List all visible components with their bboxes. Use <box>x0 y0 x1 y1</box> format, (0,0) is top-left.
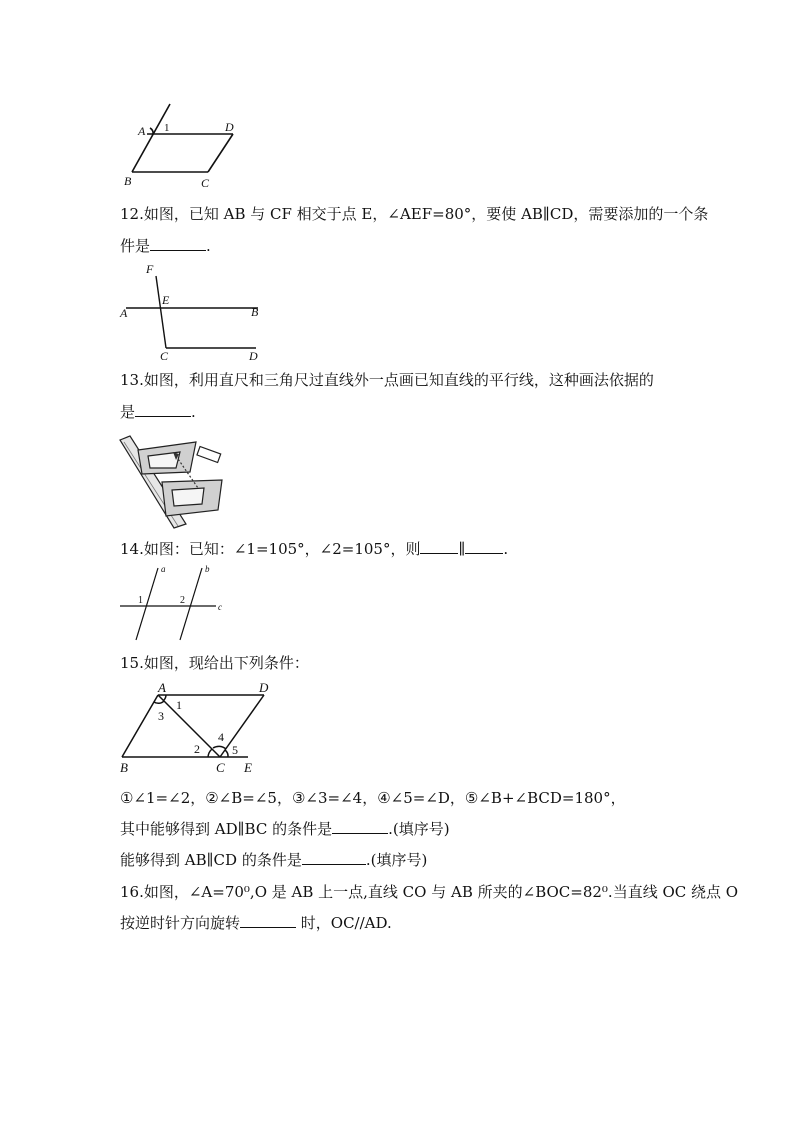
angle-5-arc <box>225 750 228 757</box>
q15-ask-1-pre: 其中能够得到 AD∥BC 的条件是 <box>120 820 333 838</box>
q15-ask-2-pre: 能够得到 AB∥CD 的条件是 <box>120 851 302 869</box>
q16-line-1: 16.如图，∠A=70⁰,O 是 AB 上一点,直线 CO 与 AB 所夹的∠BOC=82⁰.当直线 OC 绕点 O <box>120 883 739 901</box>
point-label-c: C <box>216 760 225 775</box>
line-label-b: b <box>205 564 210 574</box>
q13-answer-blank[interactable] <box>135 402 191 417</box>
point-label-c: C <box>201 176 210 190</box>
q15-intro: 15.如图，现给出下列条件： <box>120 654 309 672</box>
point-label-a: A <box>120 306 128 320</box>
angle-4-arc <box>213 746 226 749</box>
point-label-b: B <box>124 174 132 188</box>
q14-text-post: . <box>503 540 509 558</box>
q16-text-pre: 按逆时针方向旋转 <box>120 914 241 932</box>
q14-line <box>120 539 508 559</box>
point-label-c: C <box>160 349 169 363</box>
q13-line-1: 13.如图，利用直尺和三角尺过直线外一点画已知直线的平行线，这种画法依据的 <box>120 371 654 389</box>
q15-conditions: ①∠1=∠2，②∠B=∠5，③∠3=∠4，④∠5=∠D，⑤∠B+∠BCD=180°， <box>120 789 626 807</box>
q16-answer-blank[interactable] <box>240 913 296 928</box>
angle-3-arc <box>154 701 164 703</box>
q16-text-post: 时，OC//AD. <box>296 914 392 932</box>
angle-label-1: 1 <box>138 595 143 606</box>
angle-label-1: 1 <box>176 698 182 712</box>
q15-answer-blank-2[interactable] <box>302 850 366 865</box>
q15-ask-1 <box>120 819 450 839</box>
angle-label-3: 3 <box>158 709 164 723</box>
angle-label-2: 2 <box>194 742 200 756</box>
angle-1-arc <box>150 128 153 134</box>
point-label-f: F <box>146 262 154 276</box>
figure-q14 <box>118 564 230 644</box>
point-label-d: D <box>259 680 269 695</box>
q14-text-pre: 14.如图：已知：∠1=105°，∠2=105°，则 <box>120 540 421 558</box>
point-label-a: A <box>138 124 146 138</box>
angle-1-arc <box>163 695 166 701</box>
q15-answer-blank-1[interactable] <box>332 819 388 834</box>
q12-line-2 <box>120 236 211 256</box>
q15-ask-2 <box>120 850 427 870</box>
line-label-a: a <box>161 564 166 574</box>
line-label-c: c <box>218 602 222 612</box>
q12-text-pre: 件是 <box>120 237 151 255</box>
q14-parallel-symbol: ∥ <box>458 540 466 558</box>
angle-label-4: 4 <box>218 730 224 744</box>
angle-label-1: 1 <box>164 122 170 134</box>
q15-ask-1-post: .(填序号) <box>388 820 450 838</box>
set-square-lower-hole <box>172 488 204 506</box>
angle-label-5: 5 <box>232 743 238 757</box>
line-fc <box>156 276 166 348</box>
q16-line-2 <box>120 913 392 933</box>
point-label-e: E <box>162 293 170 307</box>
point-label-b: B <box>251 305 259 319</box>
point-label-d: D <box>225 120 234 134</box>
segment-dc <box>220 695 264 757</box>
q15-ask-2-post: .(填序号) <box>365 851 428 869</box>
segment-ac <box>158 695 220 757</box>
q13-text-pre: 是 <box>120 403 136 421</box>
segment-ab <box>122 695 158 757</box>
q12-answer-blank[interactable] <box>150 236 206 251</box>
point-label-e: E <box>244 760 252 775</box>
q14-answer-blank-2[interactable] <box>465 539 503 554</box>
q12-line-1: 12.如图，已知 AB 与 CF 相交于点 E，∠AEF=80°，要使 AB∥CD，需要添加的一个条 <box>120 205 709 223</box>
q13-line-2 <box>120 402 196 422</box>
angle-label-2: 2 <box>180 595 185 606</box>
point-label-a: A <box>158 680 166 695</box>
figure-ruler-set-square <box>118 432 230 528</box>
q13-text-post: . <box>191 403 196 421</box>
point-label-d: D <box>249 349 258 363</box>
segment-dc <box>208 134 233 172</box>
figure-q15 <box>118 680 278 776</box>
q14-answer-blank-1[interactable] <box>420 539 458 554</box>
figure-parallelogram-q11 <box>118 100 258 192</box>
angle-2-arc <box>208 749 212 757</box>
pencil-shape <box>197 446 221 462</box>
q12-text-post: . <box>206 237 211 255</box>
line-ba-extended <box>132 104 170 172</box>
figure-q12 <box>118 260 268 364</box>
point-label-b: B <box>120 760 128 775</box>
